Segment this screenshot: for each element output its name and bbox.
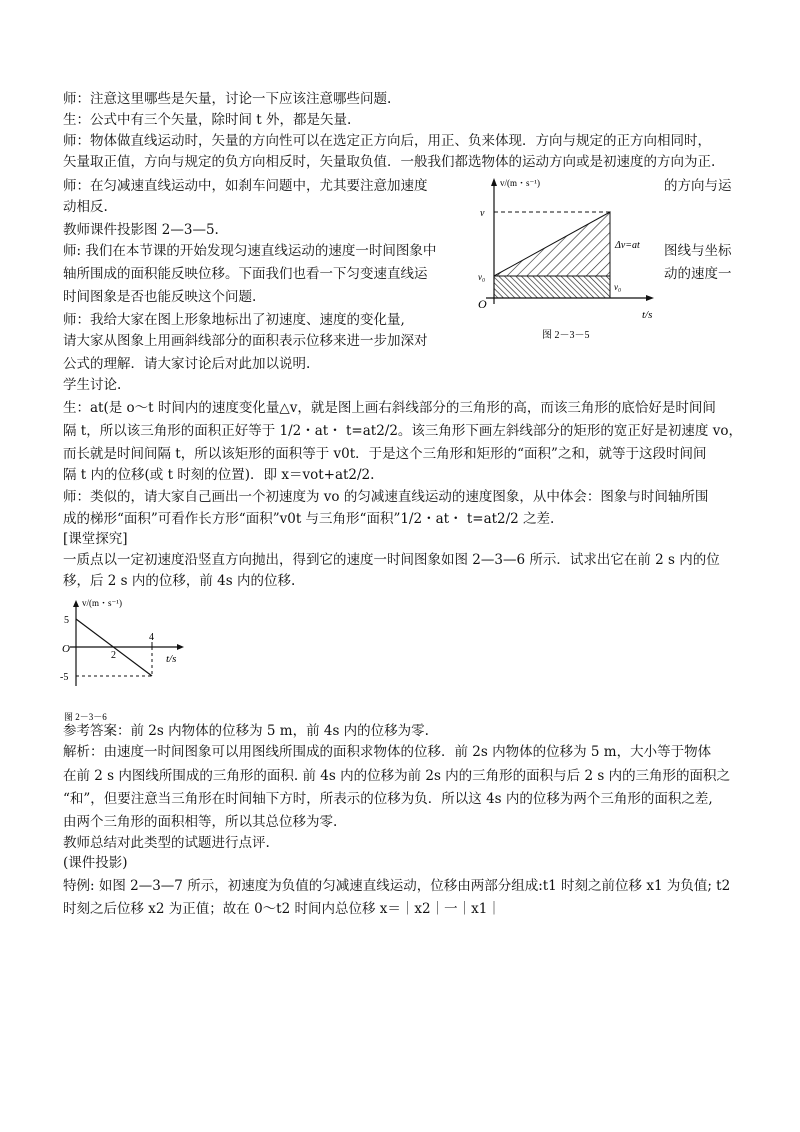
y-axis-arrow	[491, 178, 497, 186]
text-line: 的方向与运	[664, 178, 732, 194]
text-line: 动相反.	[63, 199, 108, 215]
text-line: 一质点以一定初速度沿竖直方向抛出，得到它的速度一时间图象如图 2—3—6 所示．试求出它在前 2 s 内的位	[63, 552, 720, 568]
text-line: 师：在匀减速直线运动中，如刹车问题中，尤其要注意加速度	[63, 178, 428, 194]
text-line: 生：公式中有三个矢量，除时间 t 外，都是矢量.	[63, 112, 352, 128]
text-line: 参考答案：前 2s 内物体的位移为 5 m，前 4s 内的位移为零.	[63, 723, 429, 739]
x-tick-4: 4	[149, 632, 154, 643]
text-line: 特例: 如图 2—3—7 所示，初速度为负值的匀减速直线运动，位移由两部分组成:t1 时刻之前位移 x1 为负值; t2	[63, 878, 731, 894]
text-line: 而长就是时间间隔 t，所以该矩形的面积等于 v0t．于是这个三角形和矩形的“面积”之和，就等于这段时间间	[63, 446, 707, 462]
y-axis-arrow	[73, 600, 79, 607]
x-axis-label: t/s	[166, 653, 177, 665]
triangle-area	[494, 212, 610, 276]
text-line: 师：类似的，请大家自己画出一个初速度为 vo 的匀减速直线运动的速度图象，从中体会：图象与时间轴所围	[63, 489, 709, 505]
y-tick-minus5: -5	[60, 672, 69, 683]
v0-label: v₀	[478, 272, 486, 282]
text-line: 公式的理解．请大家讨论后对此加以说明.	[63, 356, 311, 372]
text-line: 解析：由速度一时间图象可以用图线所围成的面积求物体的位移．前 2s 内物体的位移为 5 m，大小等于物体	[63, 744, 712, 760]
text-line: 时刻之后位移 x2 为正值；故在 0～t2 时间内总位移 x＝｜x2｜一｜x1｜	[63, 901, 501, 917]
text-line: 由两个三角形的面积相等，所以其总位移为零.	[63, 814, 338, 830]
figure-2-3-5	[462, 172, 662, 344]
text-line: 动的速度一	[664, 266, 732, 282]
text-line: 图线与坐标	[664, 243, 732, 259]
x-axis-arrow	[646, 295, 654, 301]
origin-label: O	[62, 643, 70, 655]
x-tick-2: 2	[111, 650, 116, 661]
text-line: 生：at(是 o～t 时间内的速度变化量△v，就是图上画右斜线部分的三角形的高，而该三角形的底恰好是时间间	[63, 400, 716, 416]
text-line: (课件投影)	[63, 855, 128, 871]
text-line: 请大家从图象上用画斜线部分的面积表示位移来进一步加深对	[63, 333, 428, 349]
origin-label: O	[478, 297, 487, 311]
figure-caption: 图 2－3－5	[542, 330, 590, 341]
text-line: 教师课件投影图 2—3—5.	[63, 222, 219, 238]
text-line: 师：我给大家在图上形象地标出了初速度、速度的变化量,	[63, 312, 405, 328]
y-axis-label: v/(m・s⁻¹)	[82, 598, 122, 608]
v-label: v	[480, 208, 485, 219]
text-line: 隔 t，所以该三角形的面积正好等于 1/2・at・ t=at2/2。该三角形下画左斜线部分的矩形的宽正好是初速度 vo，	[63, 423, 742, 439]
text-line: “和”，但要注意当三角形在时间轴下方时，所表示的位移为负．所以这 4s 内的位移为两个三角形的面积之差,	[63, 791, 713, 807]
text-line: 在前 2 s 内图线所围成的三角形的面积. 前 4s 内的位移为前 2s 内的三角形的面积与后 2 s 内的三角形的面积之	[63, 768, 731, 784]
y-axis-label: v/(m・s⁻¹)	[500, 178, 540, 188]
text-line: [课堂探究]	[63, 531, 128, 547]
text-line: 轴所围成的面积能反映位移。下面我们也看一下匀变速直线运	[63, 266, 428, 282]
text-line: 时间图象是否也能反映这个问题.	[63, 289, 257, 305]
text-line: 师：物体做直线运动时，矢量的方向性可以在选定正方向后，用正、负来体现．方向与规定的正方向相同时，	[63, 133, 711, 149]
figure-caption: 图 2－3－6	[64, 712, 107, 722]
dv-label: Δv=at	[615, 240, 640, 251]
x-axis-label: t/s	[642, 309, 653, 321]
text-line: 成的梯形“面积”可看作长方形“面积”v0t 与三角形“面积”1/2・at・ t=at2/2 之差.	[63, 511, 555, 527]
text-line: 学生讨论.	[63, 377, 122, 393]
text-line: 隔 t 内的位移(或 t 时刻的位置)．即 x＝vot+at2/2.	[63, 467, 375, 483]
text-line: 移，后 2 s 内的位移，前 4s 内的位移.	[63, 573, 296, 589]
text-line: 矢量取正值，方向与规定的负方向相反时，矢量取负值．一般我们都选物体的运动方向或是初速度的方向为正.	[63, 154, 716, 170]
text-line: 师: 我们在本节课的开始发现匀速直线运动的速度一时间图象中	[63, 243, 437, 259]
v0-area-label: v₀	[614, 282, 622, 292]
rectangle-area	[494, 276, 610, 298]
text-line: 教师总结对此类型的试题进行点评.	[63, 835, 270, 851]
figure-2-3-6	[58, 592, 198, 724]
x-axis-arrow	[177, 644, 184, 650]
y-tick-5: 5	[64, 615, 69, 626]
text-line: 师：注意这里哪些是矢量，讨论一下应该注意哪些问题.	[63, 91, 392, 107]
